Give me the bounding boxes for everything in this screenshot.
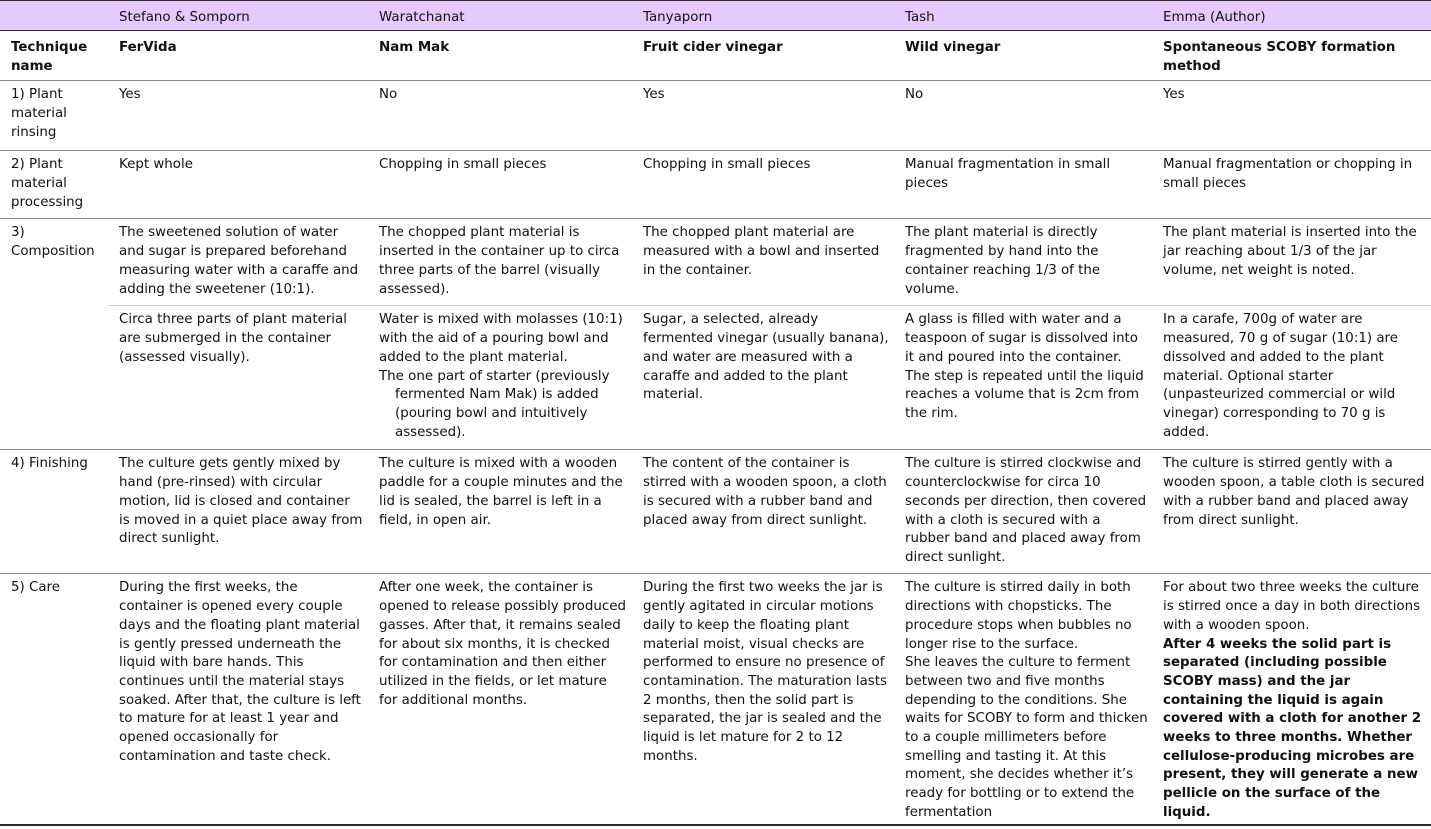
row-label-composition: 3) Composition <box>0 219 108 450</box>
table-cell: Manual fragmentation or chopping in small pieces <box>1152 151 1431 219</box>
header-row <box>0 1 1431 31</box>
row-label-processing: 2) Plant material processing <box>0 151 108 219</box>
table-cell: The chopped plant material is inserted in the container up to circa three parts of the barrel (visually assessed). <box>368 219 632 306</box>
header-cell-stefano-somporn: Stefano & Somporn <box>108 1 368 31</box>
table-cell: Fruit cider vinegar <box>632 31 894 81</box>
header-cell-emma: Emma (Author) <box>1152 1 1431 31</box>
table-cell: Yes <box>108 81 368 151</box>
table-cell: The culture gets gently mixed by hand (pre-rinsed) with circular motion, lid is closed and container is moved in a quiet place away from direct sunlight. <box>108 450 368 574</box>
row-label-finishing: 4) Finishing <box>0 450 108 574</box>
table-cell: Chopping in small pieces <box>368 151 632 219</box>
composition-b-waratchanat-p2: The one part of starter (previously fermented Nam Mak) is added (pouring bowl and intuitively assessed). <box>379 368 610 440</box>
finishing-row <box>0 450 1431 574</box>
care-tash-p2: She leaves the culture to ferment between two and five months depending to the conditions. She waits for SCOBY to form and thicken to a couple millimeters before smelling and tasting it. At this moment, she decides whether it’s ready for bottling or to extend the fermentation <box>905 655 1148 820</box>
table-cell: The culture is mixed with a wooden paddle for a couple minutes and the lid is sealed, the barrel is left in a field, in open air. <box>368 450 632 574</box>
table-cell: No <box>894 81 1152 151</box>
table-cell: The culture is stirred clockwise and counterclockwise for circa 10 seconds per direction, then covered with a cloth is secured with a rubber band and placed away from direct sunlight. <box>894 450 1152 574</box>
header-cell-waratchanat: Waratchanat <box>368 1 632 31</box>
table-cell: The culture is stirred gently with a wooden spoon, a table cloth is secured with a rubber band and placed away from direct sunlight. <box>1152 450 1431 574</box>
table-cell: The plant material is inserted into the jar reaching about 1/3 of the jar volume, net weight is noted. <box>1152 219 1431 306</box>
care-emma-bold: After 4 weeks the solid part is separated (including possible SCOBY mass) and the jar containing the liquid is again covered with a cloth for another 2 weeks to three months. Whether cellulose-producing microbes are present, they will generate a new pellicle on the surface of the liquid. <box>1163 636 1422 820</box>
table-cell: During the first two weeks the jar is gently agitated in circular motions daily to keep the floating plant material moist, visual checks are performed to ensure no presence of contamination. The maturation lasts 2 months, then the solid part is separated, the jar is sealed and the liquid is let mature for 2 to 12 months. <box>632 574 894 825</box>
table-cell: Chopping in small pieces <box>632 151 894 219</box>
composition-b-waratchanat-p1: Water is mixed with molasses (10:1) with the aid of a pouring bowl and added to the plant material. <box>379 312 623 365</box>
table-cell: After one week, the container is opened to release possibly produced gasses. After that, it remains sealed for about six months, it is checked for contamination and then either utilized in the fields, or let mature for additional months. <box>368 574 632 825</box>
row-label-rinsing: 1) Plant material rinsing <box>0 81 108 151</box>
composition-row-b <box>0 306 1431 450</box>
table-cell: Manual fragmentation in small pieces <box>894 151 1152 219</box>
table-cell: Spontaneous SCOBY formation method <box>1152 31 1431 81</box>
table-cell: In a carafe, 700g of water are measured, 70 g of sugar (10:1) are dissolved and added to the plant material. Optional starter (unpasteurized commercial or wild vinegar) corresponding to 70 g is added. <box>1152 306 1431 450</box>
header-cell-tash: Tash <box>894 1 1152 31</box>
table-cell: Yes <box>632 81 894 151</box>
header-cell-empty <box>0 1 108 31</box>
table-cell: During the first weeks, the container is opened every couple days and the floating plant material is gently pressed underneath the liquid with bare hands. This continues until the material stays soaked. After that, the culture is left to mature for at least 1 year and opened occasionally for contamination and taste check. <box>108 574 368 825</box>
table-cell: Yes <box>1152 81 1431 151</box>
table-cell <box>1152 574 1431 825</box>
table-cell <box>894 574 1152 825</box>
table-cell: The sweetened solution of water and sugar is prepared beforehand measuring water with a caraffe and adding the sweetener (10:1). <box>108 219 368 306</box>
table-cell: Kept whole <box>108 151 368 219</box>
table-cell: The plant material is directly fragmented by hand into the container reaching 1/3 of the volume. <box>894 219 1152 306</box>
table-cell: Wild vinegar <box>894 31 1152 81</box>
processing-row <box>0 151 1431 219</box>
row-label-technique: Technique name <box>0 31 108 81</box>
table-cell: The chopped plant material are measured with a bowl and inserted in the container. <box>632 219 894 306</box>
header-cell-tanyaporn: Tanyaporn <box>632 1 894 31</box>
care-tash-p1: The culture is stirred daily in both directions with chopsticks. The procedure stops when bubbles no longer rise to the surface. <box>905 580 1132 652</box>
table-cell: Circa three parts of plant material are submerged in the container (assessed visually). <box>108 306 368 450</box>
table-cell: Sugar, a selected, already fermented vinegar (usually banana), and water are measured with a caraffe and added to the plant material. <box>632 306 894 450</box>
care-row <box>0 574 1431 825</box>
table-cell <box>368 306 632 450</box>
rinsing-row <box>0 81 1431 151</box>
care-emma-normal: For about two three weeks the culture is stirred once a day in both directions with a wooden spoon. <box>1163 580 1421 633</box>
table-cell: A glass is filled with water and a teaspoon of sugar is dissolved into it and poured into the container. The step is repeated until the liquid reaches a volume that is 2cm from the rim. <box>894 306 1152 450</box>
technique-row <box>0 31 1431 81</box>
table-cell: No <box>368 81 632 151</box>
row-label-care: 5) Care <box>0 574 108 825</box>
composition-row-a <box>0 219 1431 306</box>
table-cell: The content of the container is stirred with a wooden spoon, a cloth is secured with a rubber band and placed away from direct sunlight. <box>632 450 894 574</box>
table-cell: Nam Mak <box>368 31 632 81</box>
table-cell: FerVida <box>108 31 368 81</box>
